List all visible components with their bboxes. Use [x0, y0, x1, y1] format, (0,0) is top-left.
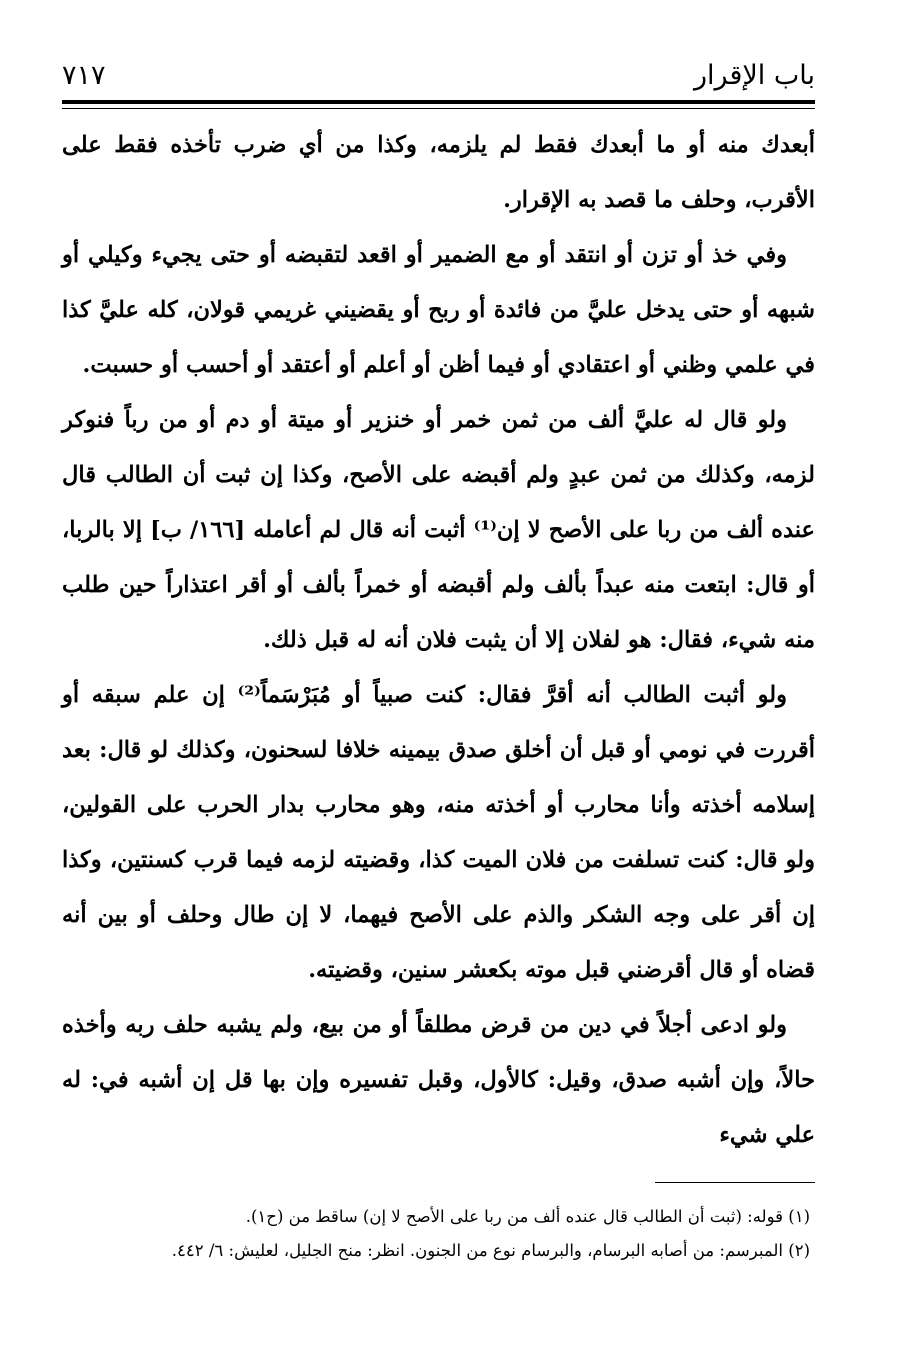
paragraph: ولو ادعى أجلاً في دين من قرض مطلقاً أو من بيع، ولم يشبه حلف ربه وأخذه حالاً، وإن أشبه صدق، وقيل: كالأول، وقبل تفسيره وإن بها قل إن أشبه في: له علي شيء — [62, 1012, 815, 1148]
footnotes — [62, 1200, 810, 1268]
header-rule-thin — [62, 108, 815, 109]
footnote: (٢) المبرسم: من أصابه البرسام، والبرسام نوع من الجنون. انظر: منح الجليل، لعليش: ٦/ ٤٤٢. — [171, 1241, 810, 1260]
main-text — [62, 118, 815, 1163]
paragraph: ولو قال له عليَّ ألف من ثمن خمر أو خنزير أو ميتة أو دم أو من رباً فنوكر لزمه، وكذلك من ثمن عبدٍ ولم أقبضه على الأصح، وكذا إن ثبت أن الطالب قال عنده ألف من ربا على الأصح لا إن⁽¹⁾ أثبت أنه قال لم أعامله [١٦٦/ ب] إلا بالربا، أو قال: ابتعت منه عبداً بألف ولم أقبضه أو خمراً بألف أو أقر اعتذاراً حين طلب منه شيء، فقال: هو لفلان إلا أن يثبت فلان أنه له قبل ذلك. — [62, 407, 815, 653]
paragraph: ولو أثبت الطالب أنه أقرَّ فقال: كنت صبياً أو مُبَرْسَماً⁽²⁾ إن علم سبقه أو أقررت في نومي أو قبل أن أخلق صدق بيمينه خلافا لسحنون، وكذلك لو قال: بعد إسلامه أخذته وأنا محارب أو أخذته منه، وهو محارب بدار الحرب على القولين، ولو قال: كنت تسلفت من فلان الميت كذا، وقضيته لزمه فيما قرب كسنتين، وكذا إن أقر على وجه الشكر والذم على الأصح فيهما، لا إن طال وحلف أو بين أنه قضاه أو قال أقرضني قبل موته بكعشر سنين، وقضيته. — [62, 682, 815, 983]
paragraph: أبعدك منه أو ما أبعدك فقط لم يلزمه، وكذا من أي ضرب تأخذه فقط على الأقرب، وحلف ما قصد به الإقرار. — [62, 132, 815, 213]
chapter-title: باب الإقرار — [694, 60, 815, 91]
footnote-separator — [655, 1182, 815, 1183]
paragraph: وفي خذ أو تزن أو انتقد أو مع الضمير أو اقعد لتقبضه أو حتى يجيء وكيلي أو شبهه أو حتى يدخل عليَّ من فائدة أو ربح أو يقضيني غريمي قولان، كله عليَّ كذا في علمي وظني أو اعتقادي أو فيما أظن أو أعلم أو أعتقد أو أحسب أو حسبت. — [62, 242, 815, 378]
header-rule-thick — [62, 100, 815, 104]
footnote: (١) قوله: (ثبت أن الطالب قال عنده ألف من ربا على الأصح لا إن) ساقط من (ح١). — [245, 1207, 810, 1226]
page-number: ٧١٧ — [62, 60, 106, 91]
running-header — [62, 58, 815, 98]
